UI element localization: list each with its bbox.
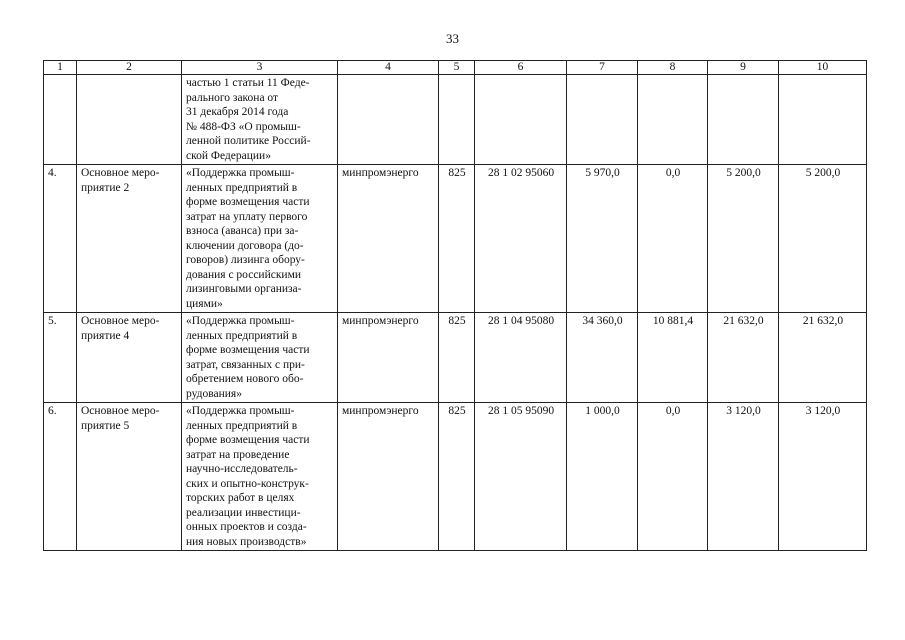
classification-code: 28 1 02 95060 [475,165,567,313]
continuation-cell-7 [567,75,638,165]
continuation-cell-2 [77,75,182,165]
continuation-cell-5 [439,75,475,165]
classification-code: 28 1 05 95090 [475,403,567,551]
activity-name: Основное меро- приятие 2 [77,165,182,313]
continuation-cell-6 [475,75,567,165]
activity-name: Основное меро- приятие 5 [77,403,182,551]
grbs-code: 825 [439,313,475,403]
executor: минпромэнерго [338,165,439,313]
continuation-cell-9 [708,75,779,165]
value-col-9: 21 632,0 [708,313,779,403]
value-col-7: 5 970,0 [567,165,638,313]
row-number: 6. [44,403,77,551]
value-col-8: 10 881,4 [638,313,708,403]
header-col-2: 2 [77,61,182,75]
value-col-7: 1 000,0 [567,403,638,551]
header-col-4: 4 [338,61,439,75]
page-number: 33 [446,31,459,46]
activity-name: Основное меро- приятие 4 [77,313,182,403]
header-col-8: 8 [638,61,708,75]
header-col-6: 6 [475,61,567,75]
header-row [44,61,867,75]
header-col-3: 3 [182,61,338,75]
continuation-cell-4 [338,75,439,165]
activity-description: «Поддержка промыш- ленных предприятий в форме возмещения части затрат на проведение научно-исследователь- ских и опытно-конструк- торских работ в целях реализации инвестици- онных проектов и созда- ния новых производств» [182,403,338,551]
continuation-row [44,75,867,165]
activity-description: «Поддержка промыш- ленных предприятий в форме возмещения части затрат на уплату первого взноса (аванса) при за- ключении договора (до- говоров) лизинга обору- дования с российскими лизинговыми организа- циями» [182,165,338,313]
header-col-7: 7 [567,61,638,75]
continuation-cell-8 [638,75,708,165]
value-col-10: 3 120,0 [779,403,867,551]
value-col-10: 21 632,0 [779,313,867,403]
header-col-1: 1 [44,61,77,75]
header-col-5: 5 [439,61,475,75]
executor: минпромэнерго [338,403,439,551]
header-col-9: 9 [708,61,779,75]
row-number: 5. [44,313,77,403]
continuation-cell-1 [44,75,77,165]
continuation-cell-10 [779,75,867,165]
table-row [44,165,867,313]
row-number: 4. [44,165,77,313]
table-row [44,403,867,551]
activity-description: «Поддержка промыш- ленных предприятий в форме возмещения части затрат, связанных с при- обретением нового обо- рудования» [182,313,338,403]
value-col-8: 0,0 [638,165,708,313]
grbs-code: 825 [439,165,475,313]
value-col-8: 0,0 [638,403,708,551]
table-row [44,313,867,403]
value-col-9: 5 200,0 [708,165,779,313]
continuation-description: частью 1 статьи 11 Феде- рального закона от 31 декабря 2014 года № 488-ФЗ «О промыш- ленной политике Россий- ской Федерации» [182,75,338,165]
value-col-7: 34 360,0 [567,313,638,403]
header-col-10: 10 [779,61,867,75]
classification-code: 28 1 04 95080 [475,313,567,403]
executor: минпромэнерго [338,313,439,403]
value-col-9: 3 120,0 [708,403,779,551]
budget-table [43,60,867,551]
grbs-code: 825 [439,403,475,551]
value-col-10: 5 200,0 [779,165,867,313]
